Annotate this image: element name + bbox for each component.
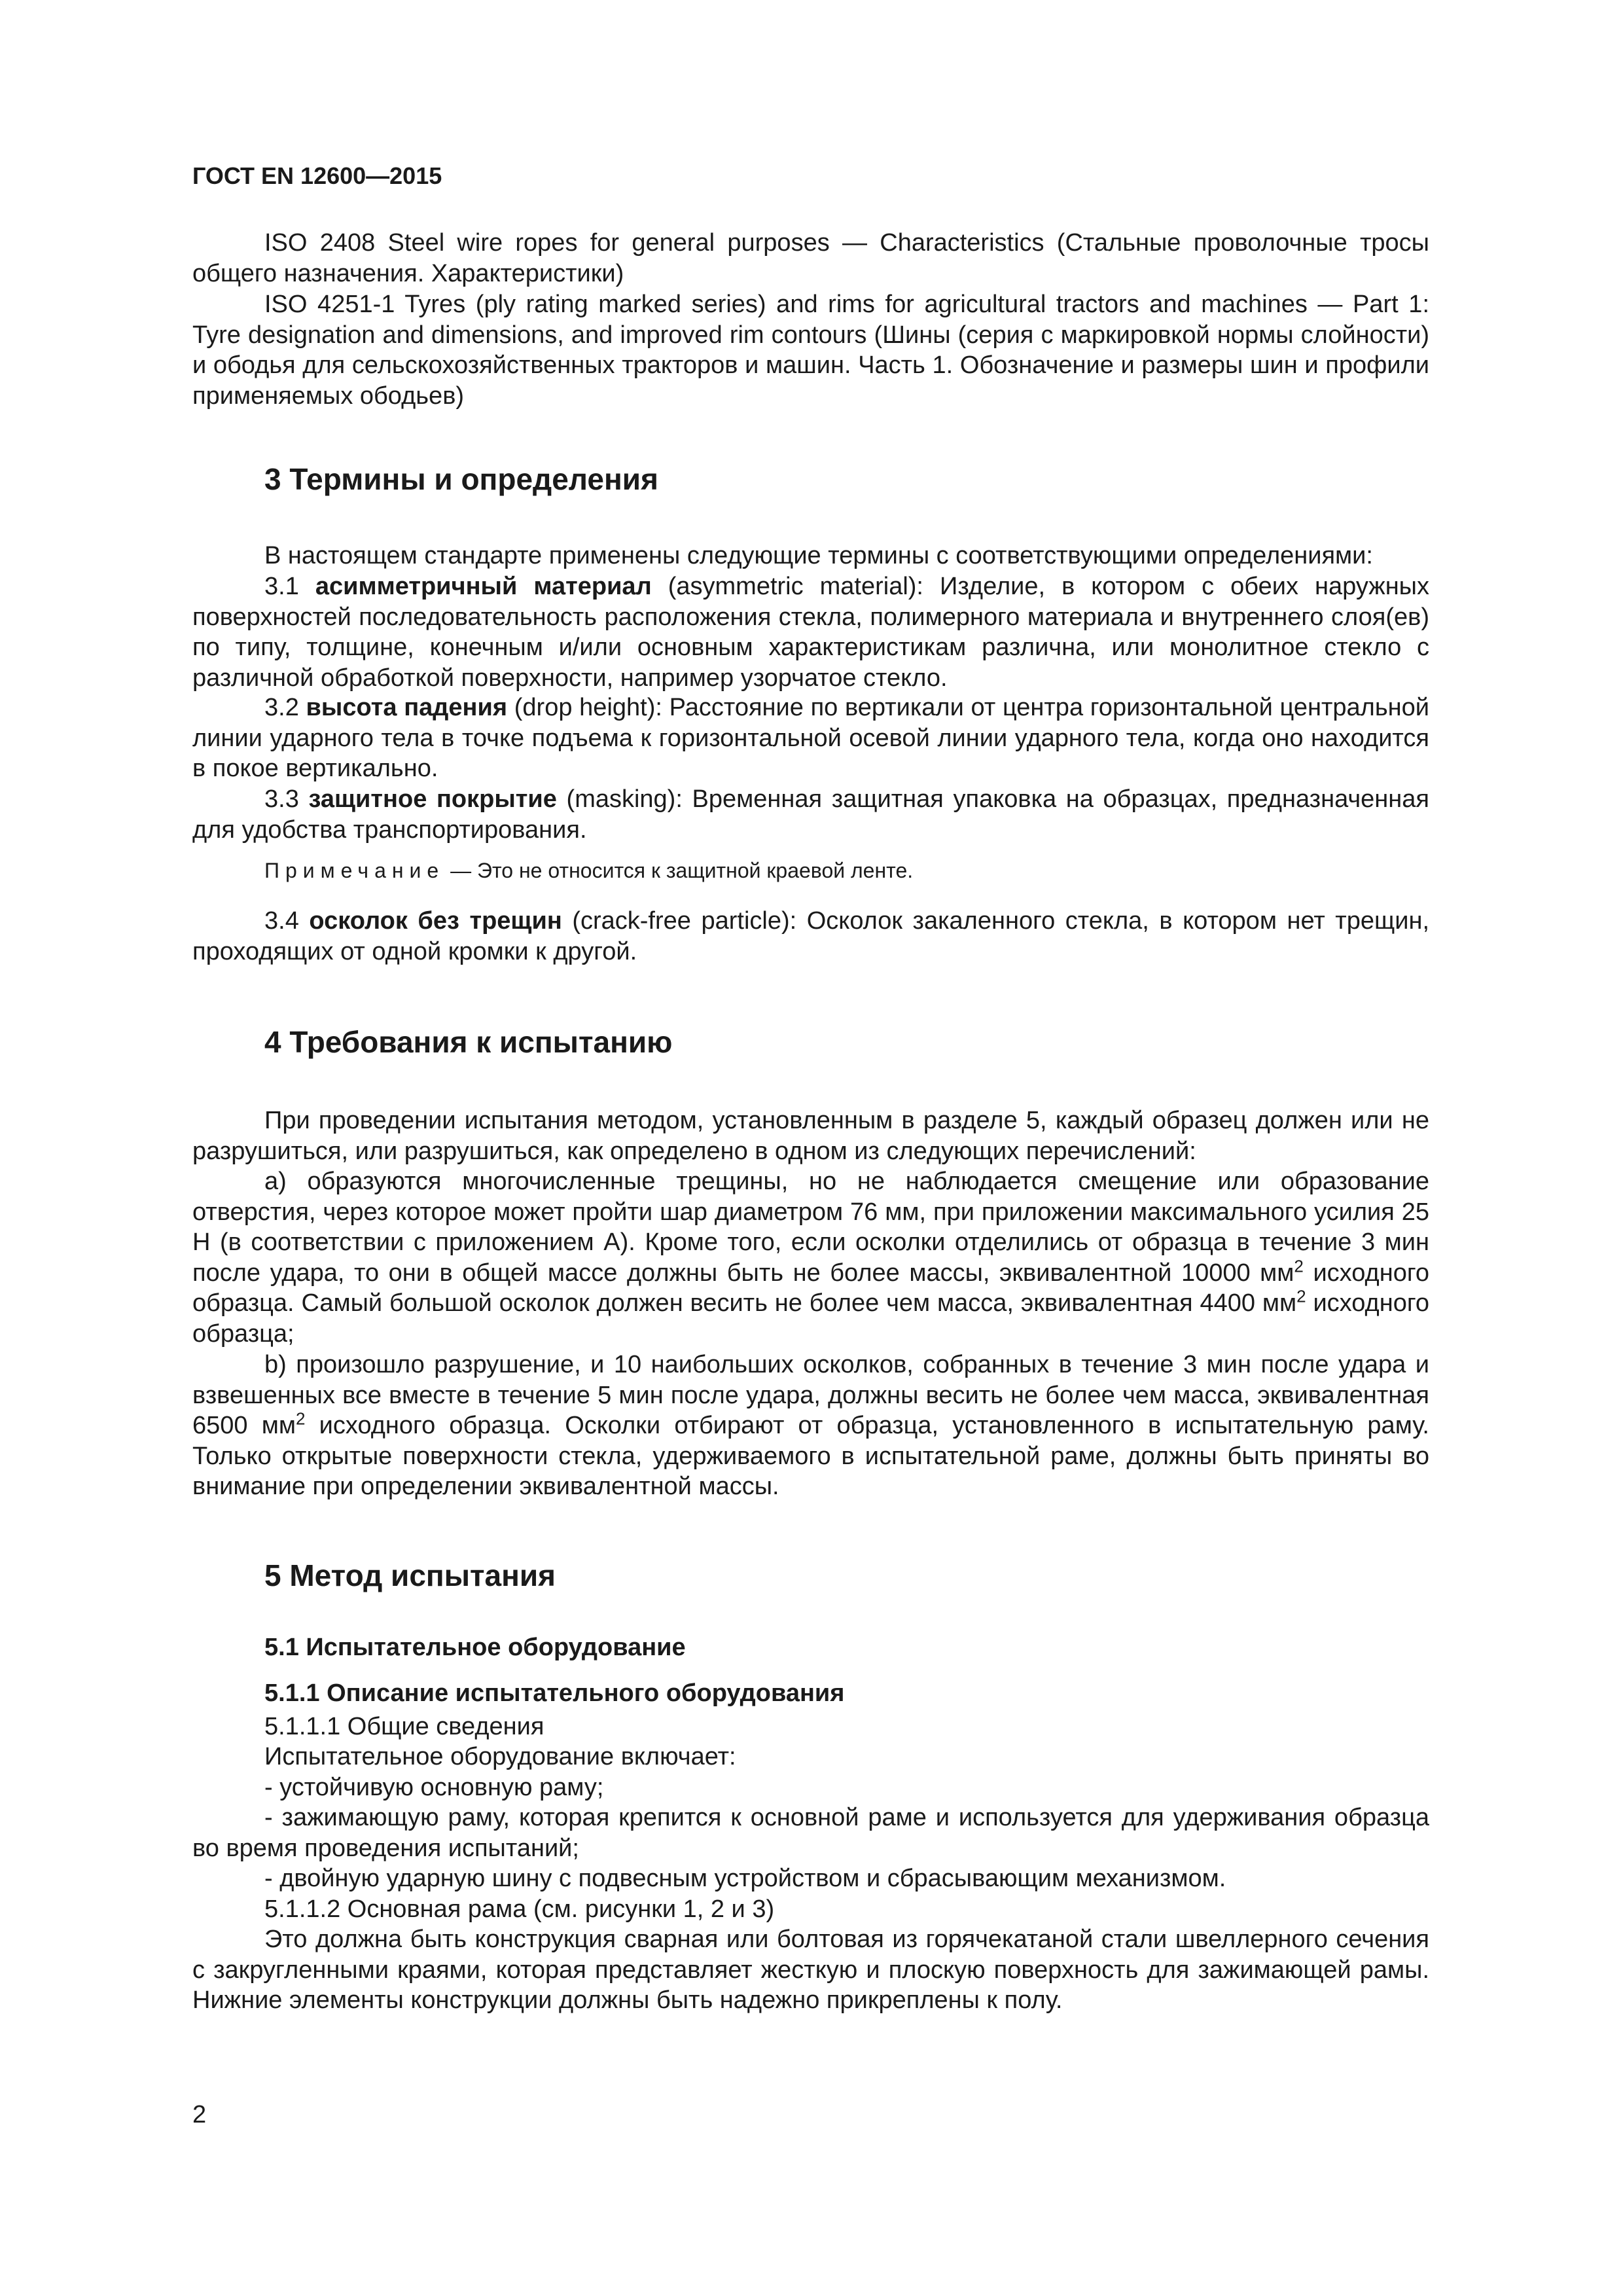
subsection-5-1-1-heading: 5.1.1 Описание испытательного оборудования [264,1679,845,1707]
requirement-b-text-2: исходного образца. Осколки отбирают от образца, установленного в испытательную раму. Только открытые поверхности стекла, удерживаемого в испытательной раме, должны быть приняты во внимание при определении эквивалентной массы. [192,1412,1429,1500]
requirement-a-text-1: а) образуются многочисленные трещины, но не наблюдается смещение или образование отверстия, через которое может пройти шар диаметром 76 мм, при приложении максимального усилия 25 Н (в соответствии с приложением А). Кроме того, если осколки отделились от образца в течение 3 мин после удара, то они в общей массе должны быть не более массы, эквивалентной 10000 мм [192,1168,1429,1287]
term-title: асимметричный материал [315,573,652,600]
reference-iso-4251-1: ISO 4251-1 Tyres (ply rating marked series) and rims for agricultural tractors and machines — Part 1: Tyre designation and dimensions, and improved rim contours (Шины (серия с маркировкой нормы слойности) и ободья для сельскохозяйственных тракторов и машин. Часть 1. Обозначение и размеры шин и профили применяемых ободьев) [192,291,1429,410]
term-3-4 [192,906,1429,967]
term-definition: (asymmetric material): Изделие, в котором с обеих наружных поверхностей последовательность расположения стекла, полимерного материала и внутреннего слоя(ев) по типу, толщине, конечным и/или основным характеристикам различна, или монолитное стекло с различной обработкой поверхности, например узорчатое стекло. [192,573,1429,692]
requirement-b-text-1: b) произошло разрушение, и 10 наибольших осколков, собранных в течение 3 мин после удара и взвешенных все вместе в течение 5 мин после удара, должны весить не более чем масса, эквивалентная 6500 мм [192,1351,1429,1439]
section-4-intro: При проведении испытания методом, установленным в разделе 5, каждый образец должен или не разрушиться, или разрушиться, как определено в одном из следующих перечислений: [192,1107,1429,1165]
term-3-3 [192,784,1429,845]
superscript: 2 [1294,1255,1304,1276]
reference-iso-2408: ISO 2408 Steel wire ropes for general purposes — Characteristics (Стальные проволочные тросы общего назначения. Характеристики) [192,229,1429,287]
subsection-5-1-heading: 5.1 Испытательное оборудование [264,1634,686,1661]
equipment-item: - двойную ударную шину с подвесным устройством и сбрасывающим механизмом. [264,1865,1226,1892]
requirement-b [192,1350,1429,1502]
subsection-5-1-1-1-heading: 5.1.1.1 Общие сведения [264,1713,544,1740]
term-definition: (drop height): Расстояние по вертикали от центра горизонтальной центральной линии ударного тела в точке подъема к горизонтальной осевой линии ударного тела, когда оно находится в покое вертикально. [192,694,1429,782]
term-3-1 [192,571,1429,693]
term-definition: (masking): Временная защитная упаковка на образцах, предназначенная для удобства транспортирования. [192,785,1429,844]
term-title: высота падения [306,694,508,721]
note-text: — Это не относится к защитной краевой ленте. [444,859,914,882]
requirement-a-text-3: исходного образца; [192,1289,1429,1348]
term-definition: (crack-free particle): Осколок закаленного стекла, в котором нет трещин, проходящих от одной кромки к другой. [192,907,1429,965]
requirement-a-text-2: исходного образца. Самый большой осколок должен весить не более чем масса, эквивалентная 4400 мм [192,1259,1429,1317]
term-number: 3.3 [264,785,309,813]
term-number: 3.2 [264,694,306,721]
section-3-intro: В настоящем стандарте применены следующие термины с соответствующими определениями: [264,542,1373,569]
section-4-heading: 4 Требования к испытанию [264,1025,673,1059]
page-number: 2 [192,2101,207,2128]
term-3-2 [192,692,1429,784]
term-number: 3.1 [264,573,315,600]
note-3-3 [264,859,913,883]
equipment-includes: Испытательное оборудование включает: [264,1743,736,1770]
equipment-item: - зажимающую раму, которая крепится к основной раме и используется для удерживания образца во время проведения испытаний; [192,1804,1429,1862]
note-label: Примечание [264,859,445,882]
document-header: ГОСТ EN 12600—2015 [192,162,442,189]
superscript: 2 [295,1408,306,1429]
term-title: осколок без трещин [309,907,562,935]
equipment-item: - устойчивую основную раму; [264,1774,604,1801]
section-3-heading: 3 Термины и определения [264,462,658,496]
main-frame-description: Это должна быть конструкция сварная или болтовая из горячекатаной стали швеллерного сечения с закругленными краями, которая представляет жесткую и плоскую поверхность для зажимающей рамы. Нижние элементы конструкции должны быть надежно прикреплены к полу. [192,1926,1429,2014]
superscript: 2 [1296,1286,1306,1306]
section-5-heading: 5 Метод испытания [264,1558,556,1592]
requirement-a [192,1166,1429,1349]
term-title: защитное покрытие [308,785,557,813]
subsection-5-1-1-2-heading: 5.1.1.2 Основная рама (см. рисунки 1, 2 и 3) [264,1895,775,1923]
term-number: 3.4 [264,907,310,935]
